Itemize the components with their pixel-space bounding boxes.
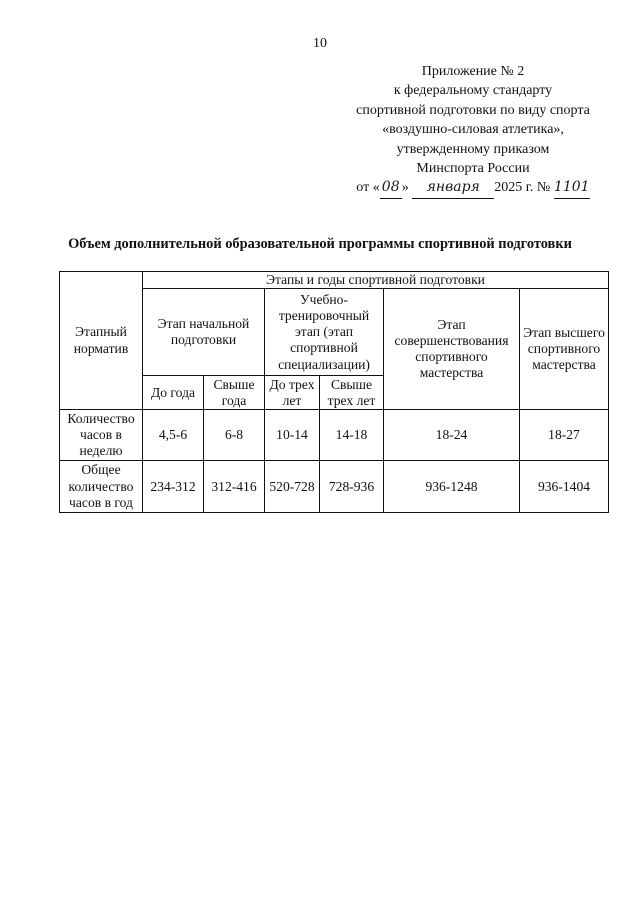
cell-value: 936-1404 bbox=[520, 461, 609, 513]
cell-value: 234-312 bbox=[143, 461, 204, 513]
header-stages-group: Этапы и годы спортивной подготовки bbox=[143, 272, 609, 289]
header-norm: Этапный норматив bbox=[60, 272, 143, 410]
appendix-line-date bbox=[330, 178, 616, 198]
document-title: Объем дополнительной образовательной программы спортивной подготовки bbox=[68, 236, 572, 252]
header-stage-improvement: Этап совершенствования спортивного мастерства bbox=[384, 289, 520, 410]
cell-value: 18-24 bbox=[384, 410, 520, 461]
date-year: 2025 г. № bbox=[494, 180, 551, 196]
cell-value: 14-18 bbox=[320, 410, 384, 461]
cell-value: 936-1248 bbox=[384, 461, 520, 513]
cell-value: 728-936 bbox=[320, 461, 384, 513]
handwritten-order-number: 1101 bbox=[554, 178, 590, 198]
header-stage-training: Учебно-тренировочный этап (этап спортивной специализации) bbox=[265, 289, 384, 376]
appendix-line-approved: утвержденному приказом bbox=[396, 141, 550, 157]
date-mid: » bbox=[401, 180, 409, 196]
header-sub-training-1: До трех лет bbox=[265, 376, 320, 410]
appendix-line-discipline: «воздушно-силовая атлетика», bbox=[382, 122, 564, 138]
appendix-line-ministry: Минспорта России bbox=[416, 161, 530, 177]
header-sub-initial-2: Свыше года bbox=[204, 376, 265, 410]
appendix-line-standard: к федеральному стандарту bbox=[393, 83, 553, 99]
cell-value: 18-27 bbox=[520, 410, 609, 461]
page-number: 10 bbox=[313, 36, 327, 51]
header-sub-training-2: Свыше трех лет bbox=[320, 376, 384, 410]
row-label: Количество часов в неделю bbox=[60, 410, 143, 461]
appendix-line-title: Приложение № 2 bbox=[421, 64, 525, 79]
appendix-block bbox=[330, 62, 616, 199]
table-row bbox=[60, 461, 609, 513]
cell-value: 4,5-6 bbox=[143, 410, 204, 461]
header-stage-initial: Этап начальной подготовки bbox=[143, 289, 265, 376]
cell-value: 6-8 bbox=[204, 410, 265, 461]
appendix-line-sport: спортивной подготовки по виду спорта bbox=[356, 102, 590, 118]
row-label: Общее количество часов в год bbox=[60, 461, 143, 513]
handwritten-day: 08 bbox=[380, 178, 402, 198]
header-sub-initial-1: До года bbox=[143, 376, 204, 410]
handwritten-month: января bbox=[412, 178, 494, 198]
cell-value: 312-416 bbox=[204, 461, 265, 513]
cell-value: 10-14 bbox=[265, 410, 320, 461]
date-prefix: от « bbox=[356, 180, 380, 196]
header-stage-highest: Этап высшего спортивного мастерства bbox=[520, 289, 609, 410]
program-volume-table bbox=[59, 271, 609, 513]
cell-value: 520-728 bbox=[265, 461, 320, 513]
table-row bbox=[60, 410, 609, 461]
